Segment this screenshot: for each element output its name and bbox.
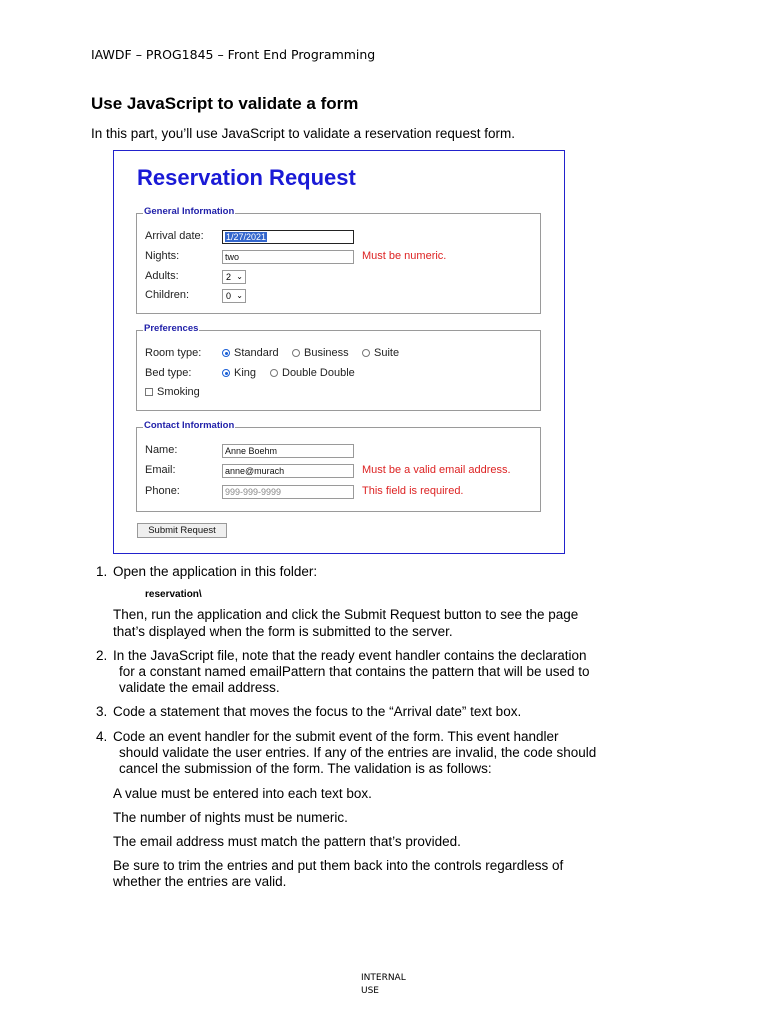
radio-selected-icon [222, 349, 230, 357]
step-4-line-2: should validate the user entries. If any of the entries are invalid, the code should [119, 745, 597, 760]
children-label: Children: [145, 289, 190, 301]
document-header: IAWDF – PROG1845 – Front End Programming [91, 47, 376, 62]
radio-icon [292, 349, 300, 357]
bed-type-double-radio[interactable]: Double Double [270, 367, 355, 379]
checkbox-icon [145, 388, 153, 396]
preferences-fieldset [136, 323, 541, 411]
rule-trim-line-1: Be sure to trim the entries and put them back into the controls regardless of [113, 858, 564, 873]
rule-text: A value must be entered into each text box. [113, 786, 372, 801]
step-number: 3. [96, 704, 108, 719]
phone-input[interactable]: 999-999-9999 [222, 485, 354, 499]
reservation-form-screenshot [113, 150, 565, 554]
folder-path: reservation\ [145, 589, 202, 600]
email-error: Must be a valid email address. [362, 464, 511, 476]
contact-information-fieldset [136, 420, 541, 512]
name-label: Name: [145, 444, 178, 456]
room-type-standard-radio[interactable]: Standard [222, 347, 279, 359]
radio-icon [362, 349, 370, 357]
form-title: Reservation Request [137, 165, 356, 190]
rule-numeric: The number of nights must be numeric. [113, 810, 348, 825]
contact-information-legend: Contact Information [144, 420, 235, 431]
bed-type-label: Bed type: [145, 367, 192, 379]
smoking-checkbox[interactable]: Smoking [145, 386, 200, 398]
general-information-fieldset [136, 206, 541, 314]
radio-selected-icon [222, 369, 230, 377]
preferences-legend: Preferences [144, 323, 199, 334]
step-1-line-3: that’s displayed when the form is submitted to the server. [113, 624, 453, 639]
adults-select[interactable]: 2 ⌄ [222, 270, 246, 284]
chevron-down-icon: ⌄ [236, 291, 243, 300]
step-3-line-1: Code a statement that moves the focus to the “Arrival date” text box. [113, 704, 522, 719]
children-select[interactable]: 0 ⌄ [222, 289, 246, 303]
name-input[interactable]: Anne Boehm [222, 444, 354, 458]
step-number: 1. [96, 564, 108, 579]
room-type-business-radio[interactable]: Business [292, 347, 349, 359]
intro-paragraph: In this part, you’ll use JavaScript to validate a reservation request form. [91, 126, 515, 141]
general-information-legend: General Information [144, 206, 235, 217]
bed-type-king-radio[interactable]: King [222, 367, 256, 379]
step-2-line-3: validate the email address. [119, 680, 280, 695]
room-type-suite-radio[interactable]: Suite [362, 347, 399, 359]
step-1-line-2: Then, run the application and click the Submit Request button to see the page [113, 607, 579, 622]
email-input[interactable]: anne@murach [222, 464, 354, 478]
step-number: 2. [96, 648, 108, 663]
rule-trim-line-2: whether the entries are valid. [113, 874, 287, 889]
arrival-date-input[interactable]: 1/27/2021 [222, 230, 354, 244]
step-1-text: Open the application in this folder: [113, 564, 318, 579]
room-type-label: Room type: [145, 347, 202, 359]
phone-label: Phone: [145, 485, 180, 497]
classification-footer: INTERNAL USE [361, 973, 406, 996]
step-4-line-3: cancel the submission of the form. The validation is as follows: [119, 761, 492, 776]
step-number: 4. [96, 729, 108, 744]
chevron-down-icon: ⌄ [236, 272, 243, 281]
email-label: Email: [145, 464, 176, 476]
nights-label: Nights: [145, 250, 180, 262]
arrival-date-label: Arrival date: [145, 230, 204, 242]
step-4-line-1: Code an event handler for the submit event of the form. This event handler [113, 729, 559, 744]
section-heading: Use JavaScript to validate a form [91, 94, 359, 113]
radio-icon [270, 369, 278, 377]
step-2-line-2: for a constant named emailPattern that contains the pattern that will be used to [119, 664, 590, 679]
nights-input[interactable]: two [222, 250, 354, 264]
adults-label: Adults: [145, 270, 179, 282]
rule-email: The email address must match the pattern that’s provided. [113, 834, 461, 849]
phone-error: This field is required. [362, 485, 464, 497]
submit-request-button[interactable]: Submit Request [137, 523, 227, 538]
nights-error: Must be numeric. [362, 250, 447, 262]
step-2-line-1: In the JavaScript file, note that the ready event handler contains the declaration [113, 648, 587, 663]
